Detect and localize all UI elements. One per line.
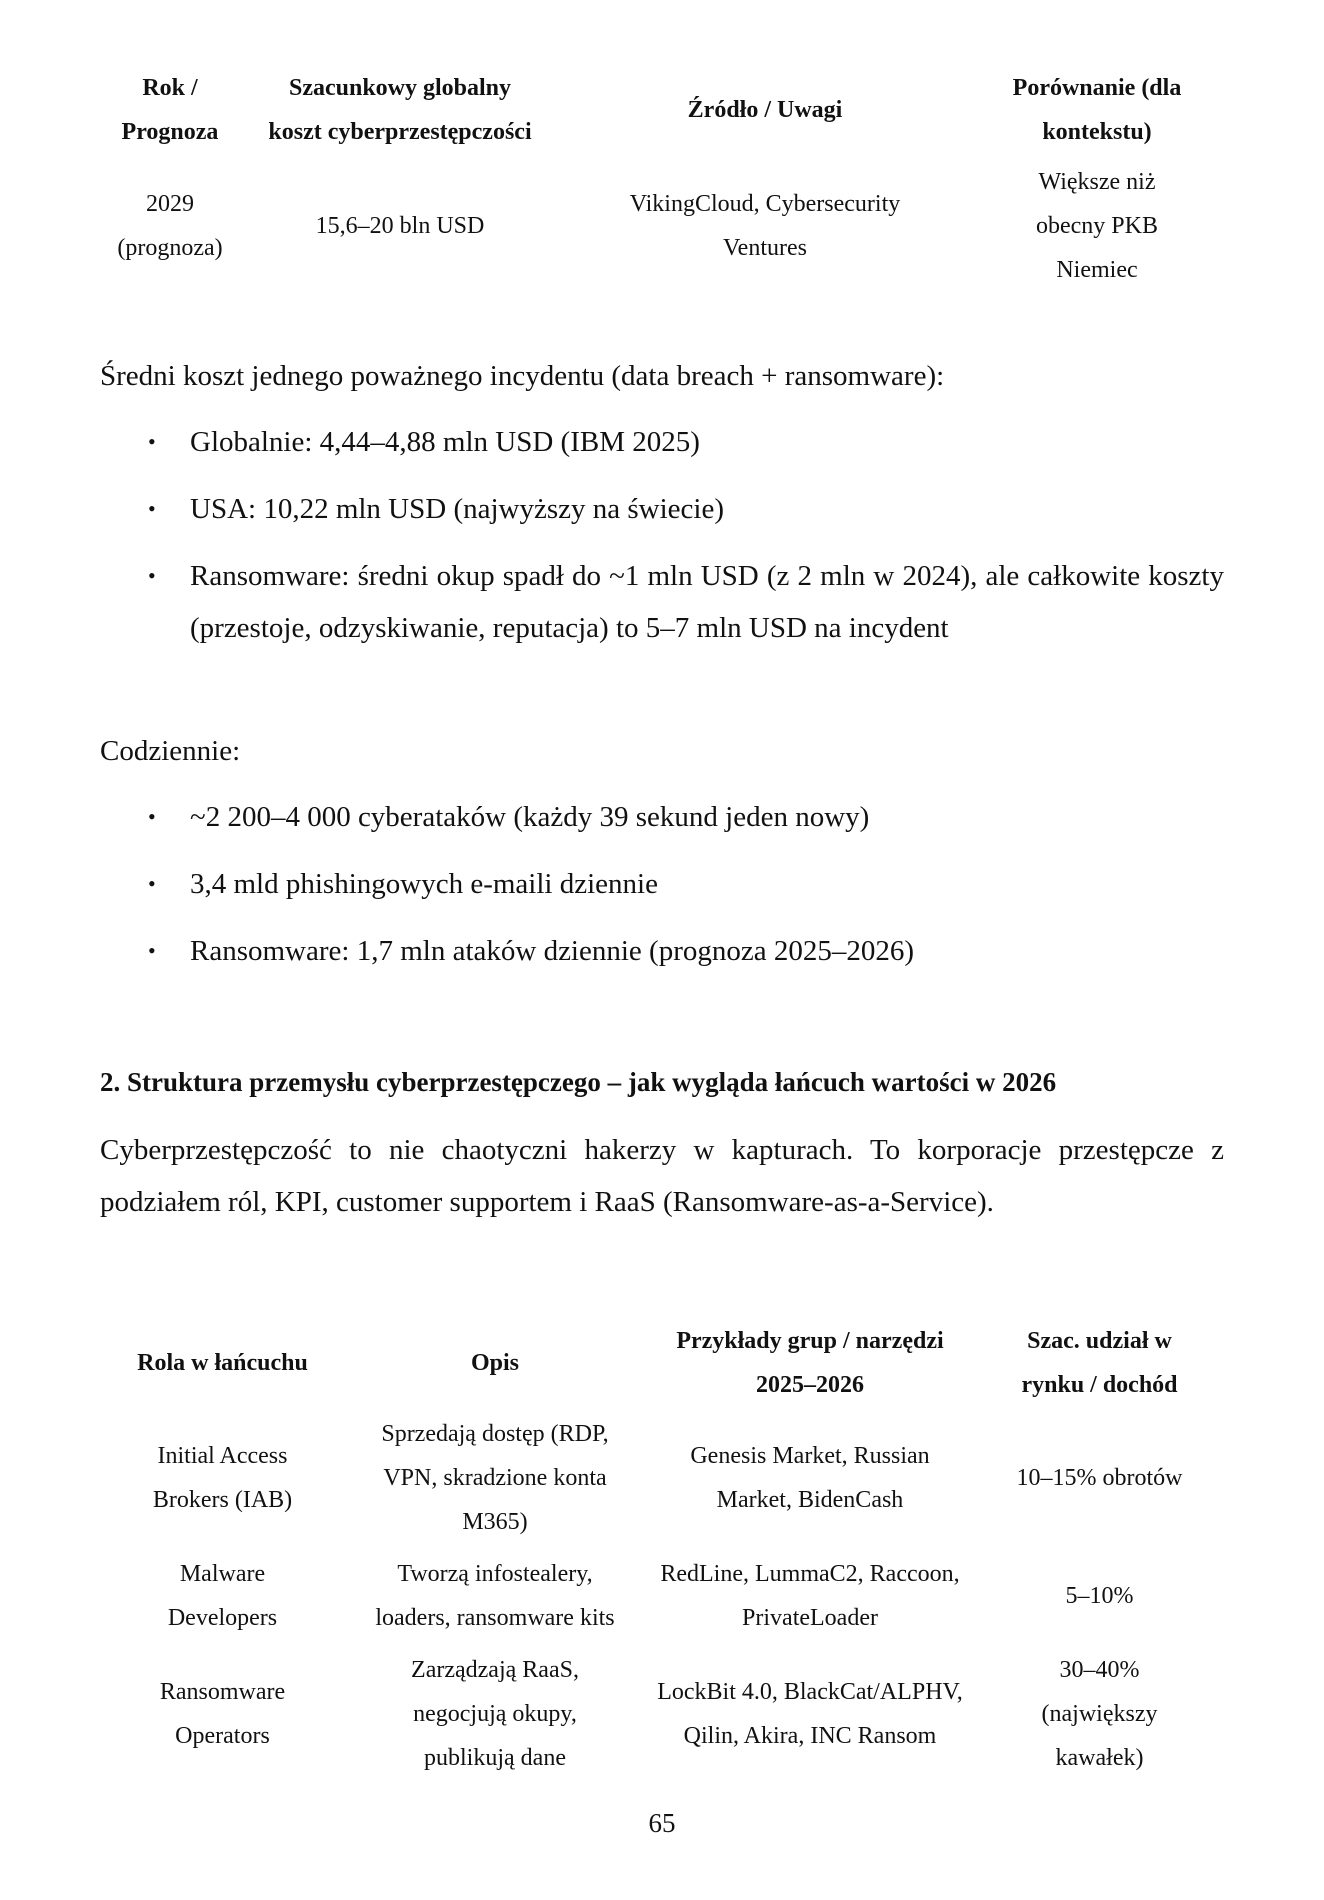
table-row — [100, 1644, 1224, 1784]
bullet-icon: • — [148, 804, 156, 829]
daily-intro: Codziennie: — [100, 735, 241, 767]
list-item: • Ransomware: średni okup spadł do ~1 mln USD (z 2 mln w 2024), ale całkowite koszty (przestoje, odzyskiwanie, reputacja) to 5–7 mln USD na incydent — [100, 550, 1224, 654]
cell-examples: LockBit 4.0, BlackCat/ALPHV, Qilin, Akira, INC Ransom — [657, 1679, 963, 1749]
table-header-row — [100, 64, 1224, 156]
cell-examples: Genesis Market, Russian Market, BidenCash — [690, 1443, 930, 1513]
section-paragraph: Cyberprzestępczość to nie chaotyczni hakerzy w kapturach. To korporacje przestępcze z podziałem ról, KPI, customer supportem i RaaS (Ransomware-as-a-Service). — [100, 1134, 1224, 1218]
cost-table — [100, 64, 1224, 296]
table-header-row — [100, 1318, 1224, 1408]
header-year: Rok / Prognoza — [121, 75, 219, 145]
cell-source: VikingCloud, Cybersecurity Ventures — [629, 191, 901, 261]
table-row — [100, 156, 1224, 296]
bullet-icon: • — [148, 563, 156, 588]
page-number: 65 — [648, 1808, 676, 1838]
cell-examples: RedLine, LummaC2, Raccoon, PrivateLoader — [660, 1561, 960, 1631]
cell-share: 30–40% (największy kawałek) — [1041, 1657, 1158, 1771]
daily-list — [100, 791, 1224, 992]
cell-share: 5–10% — [1065, 1583, 1134, 1609]
cell-comparison: Większe niż obecny PKB Niemiec — [1036, 169, 1158, 283]
cell-description: Tworzą infostealery, loaders, ransomware kits — [375, 1561, 615, 1631]
bullet-icon: • — [148, 429, 156, 454]
header-role: Rola w łańcuchu — [137, 1350, 308, 1376]
incident-cost-intro: Średni koszt jednego poważnego incydentu (data breach + ransomware): — [100, 360, 945, 392]
header-cost: Szacunkowy globalny koszt cyberprzestępczości — [268, 75, 532, 145]
header-share: Szac. udział w rynku / dochód — [1021, 1328, 1178, 1398]
cell-description: Sprzedają dostęp (RDP, VPN, skradzione konta M365) — [381, 1421, 609, 1535]
bullet-icon: • — [148, 871, 156, 896]
bullet-icon: • — [148, 496, 156, 521]
list-item: • Globalnie: 4,44–4,88 mln USD (IBM 2025) — [100, 416, 1224, 468]
roles-table — [100, 1318, 1224, 1784]
cell-role: Initial Access Brokers (IAB) — [152, 1443, 293, 1513]
header-description: Opis — [470, 1350, 520, 1376]
header-comparison: Porównanie (dla kontekstu) — [1012, 75, 1182, 145]
bullet-icon: • — [148, 938, 156, 963]
cell-cost: 15,6–20 bln USD — [315, 213, 485, 239]
cell-year: 2029 (prognoza) — [117, 191, 223, 261]
header-examples: Przykłady grup / narzędzi 2025–2026 — [676, 1328, 944, 1398]
cell-role: Ransomware Operators — [159, 1679, 286, 1749]
incident-cost-list — [100, 416, 1224, 669]
list-item: • ~2 200–4 000 cyberataków (każdy 39 sekund jeden nowy) — [100, 791, 1224, 843]
cell-role: Malware Developers — [167, 1561, 278, 1631]
list-item: • USA: 10,22 mln USD (najwyższy na świecie) — [100, 483, 1224, 535]
cell-description: Zarządzają RaaS, negocjują okupy, publikują dane — [411, 1657, 579, 1771]
table-row — [100, 1548, 1224, 1644]
table-row — [100, 1408, 1224, 1548]
cell-share: 10–15% obrotów — [1016, 1465, 1183, 1491]
list-item: • Ransomware: 1,7 mln ataków dziennie (prognoza 2025–2026) — [100, 925, 1224, 977]
list-item: • 3,4 mld phishingowych e-maili dziennie — [100, 858, 1224, 910]
section-heading: 2. Struktura przemysłu cyberprzestępczego – jak wygląda łańcuch wartości w 2026 — [100, 1067, 1057, 1097]
header-source: Źródło / Uwagi — [687, 97, 843, 123]
